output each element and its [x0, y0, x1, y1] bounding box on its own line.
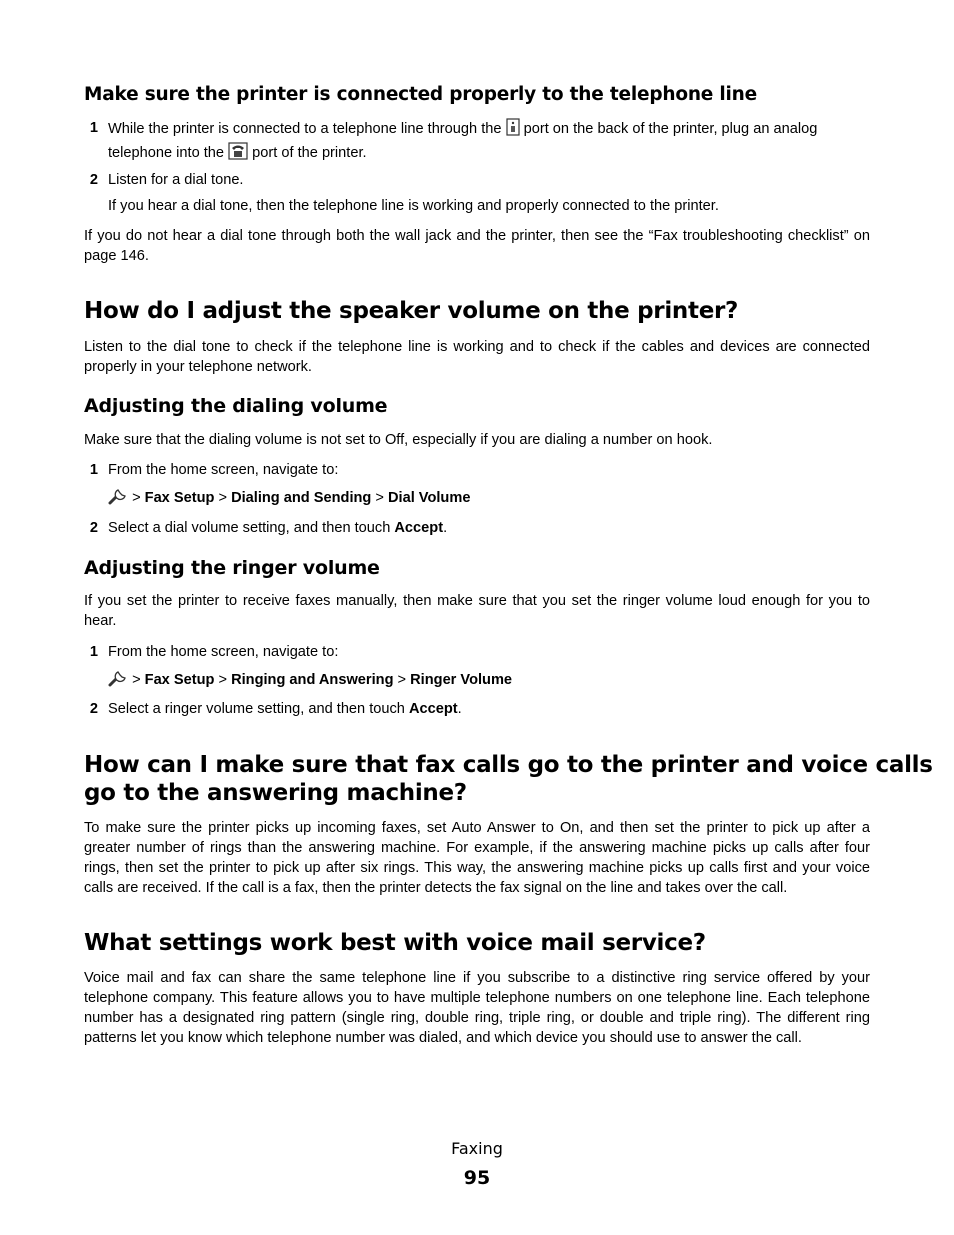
navigation-path [108, 487, 470, 511]
path-item: Ringer Volume [410, 672, 513, 688]
step-text-part: . [457, 701, 462, 717]
step-text [108, 118, 870, 166]
section-heading-speaker-volume: How do I adjust the speaker volume on the printer? [84, 298, 739, 324]
path-item: Dialing and Sending [231, 490, 372, 506]
paragraph: To make sure the printer picks up incoming faxes, set Auto Answer to On, and then set the printer to pick up after a greater number of rings than the answering machine. For example, if the answering machine picks up calls after four rings, then set the printer to pick up after six rings. This way, the answering machine picks up calls first and your voice calls are received. If the call is a fax, then the printer detects the fax signal on the line and takes over the call. [84, 820, 870, 896]
step-text: Listen for a dial tone. [108, 172, 244, 188]
path-separator: > [397, 672, 407, 688]
step-number: 1 [89, 462, 98, 478]
path-item: Fax Setup [144, 490, 215, 506]
paragraph: Listen to the dial tone to check if the telephone line is working and to check if the cables and devices are connected properly in your telephone network. [84, 339, 870, 375]
step-text-part: port of the printer. [252, 145, 367, 161]
paragraph: Make sure that the dialing volume is not set to Off, especially if you are dialing a number on hook. [84, 432, 713, 448]
step-number: 1 [89, 644, 98, 660]
paragraph: If you do not hear a dial tone through both the wall jack and the printer, then see the “Fax troubleshooting checklist” on page 146. [84, 228, 870, 264]
step-number: 1 [89, 120, 98, 136]
step-text-part: port on the back of the printer, plug an analog [523, 121, 818, 137]
path-separator: > [375, 490, 384, 506]
path-separator: > [132, 490, 141, 506]
section-heading-connection: Make sure the printer is connected properly to the telephone line [84, 84, 757, 105]
step-number: 2 [89, 701, 98, 717]
path-item: Fax Setup [144, 672, 215, 688]
step-text [108, 518, 870, 538]
step-text: From the home screen, navigate to: [108, 462, 339, 478]
page-number: 95 [463, 1167, 491, 1189]
paragraph: Voice mail and fax can share the same telephone line if you subscribe to a distinctive ring service offered by your telephone company. This feature allows you to have multiple telephone numbers on one telephone line. Each telephone number has a designated ring pattern (single ring, double ring, triple ring, or double and triple ring). The different ring patterns let you know which telephone number was dialed, and which device you should use to answer the call. [84, 970, 870, 1046]
step-text-part: . [443, 520, 448, 536]
path-item: Dial Volume [387, 490, 471, 506]
footer-section-name: Faxing [451, 1139, 503, 1158]
step-text-part: Select a dial volume setting, and then touch [108, 520, 391, 536]
path-separator: > [218, 672, 227, 688]
step-text-bold: Accept [408, 701, 458, 717]
path-separator: > [132, 672, 141, 688]
phone-port-icon [228, 142, 248, 166]
paragraph: If you set the printer to receive faxes manually, then make sure that you set the ringer volume loud enough for you to hear. [84, 593, 870, 629]
step-text-part: While the printer is connected to a telephone line through the [108, 121, 502, 137]
subheading-dialing-volume: Adjusting the dialing volume [84, 395, 388, 417]
path-separator: > [218, 490, 227, 506]
step-note: If you hear a dial tone, then the telephone line is working and properly connected to the printer. [108, 198, 719, 214]
heading-line: go to the answering machine? [84, 780, 467, 806]
step-text-bold: Accept [394, 520, 444, 536]
step-text [108, 699, 870, 719]
section-heading-fax-calls [84, 751, 933, 807]
subheading-ringer-volume: Adjusting the ringer volume [84, 557, 380, 579]
heading-line: How can I make sure that fax calls go to the printer and voice calls [84, 752, 933, 778]
wrench-icon [108, 669, 128, 693]
step-text: From the home screen, navigate to: [108, 644, 339, 660]
line-port-icon [506, 118, 520, 142]
wrench-icon [108, 487, 128, 511]
step-text-part: telephone into the [108, 145, 225, 161]
step-text-part: Select a ringer volume setting, and then touch [108, 701, 405, 717]
section-heading-voice-mail: What settings work best with voice mail service? [84, 930, 706, 956]
navigation-path [108, 669, 512, 693]
step-number: 2 [89, 172, 98, 188]
path-item: Ringing and Answering [231, 672, 394, 688]
step-number: 2 [89, 520, 98, 536]
